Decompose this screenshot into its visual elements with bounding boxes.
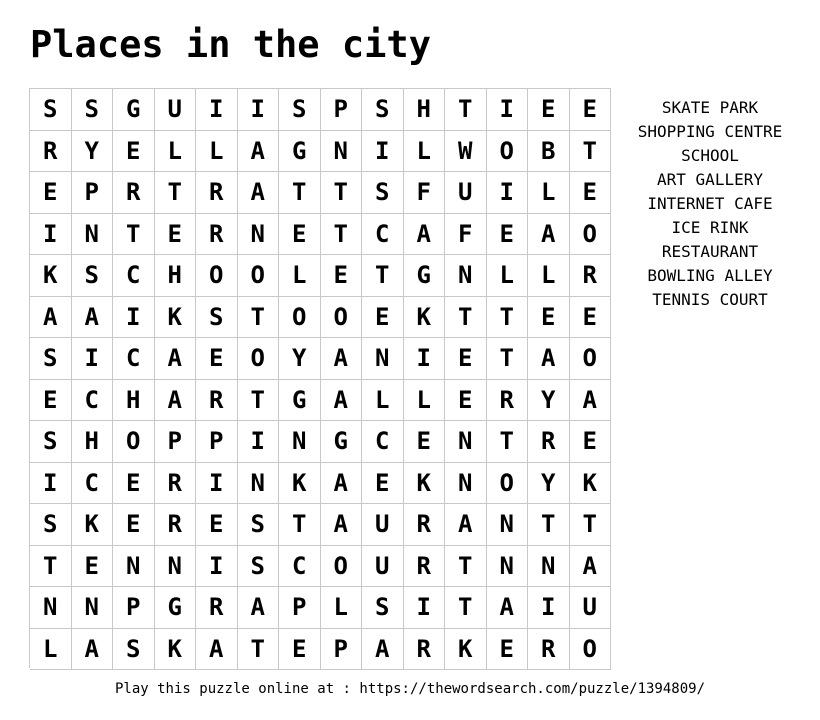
grid-cell: E [362, 463, 404, 505]
grid-cell: T [487, 421, 529, 463]
word-list-item: SHOPPING CENTRE [637, 122, 783, 141]
grid-cell: R [404, 504, 446, 546]
grid-cell: N [362, 338, 404, 380]
grid-cell: O [238, 338, 280, 380]
grid-cell: N [113, 546, 155, 588]
grid-cell: N [155, 546, 197, 588]
grid-cell: R [196, 172, 238, 214]
grid-cell: O [570, 214, 612, 256]
grid-cell: C [113, 338, 155, 380]
grid-cell: T [528, 504, 570, 546]
grid-cell: E [30, 172, 72, 214]
grid-cell: T [321, 214, 363, 256]
grid-cell: T [487, 297, 529, 339]
letter-grid [29, 88, 611, 668]
grid-cell: K [155, 629, 197, 671]
grid-cell: P [155, 421, 197, 463]
grid-cell: R [404, 546, 446, 588]
grid-cell: S [72, 89, 114, 131]
grid-cell: C [113, 255, 155, 297]
grid-cell: I [113, 297, 155, 339]
grid-cell: C [279, 546, 321, 588]
grid-cell: I [238, 421, 280, 463]
grid-cell: L [321, 587, 363, 629]
grid-cell: A [362, 629, 404, 671]
grid-cell: O [570, 629, 612, 671]
grid-cell: E [362, 297, 404, 339]
grid-cell: S [72, 255, 114, 297]
grid-cell: E [196, 504, 238, 546]
grid-cell: O [570, 338, 612, 380]
grid-cell: E [570, 421, 612, 463]
word-list-item: INTERNET CAFE [647, 194, 773, 213]
grid-cell: S [362, 89, 404, 131]
grid-cell: K [404, 463, 446, 505]
grid-cell: A [404, 214, 446, 256]
grid-cell: R [570, 255, 612, 297]
grid-cell: R [196, 380, 238, 422]
grid-cell: O [279, 297, 321, 339]
grid-cell: S [362, 587, 404, 629]
grid-cell: S [30, 338, 72, 380]
grid-cell: A [30, 297, 72, 339]
grid-cell: S [30, 89, 72, 131]
grid-cell: A [445, 504, 487, 546]
grid-cell: L [487, 255, 529, 297]
grid-cell: C [72, 380, 114, 422]
grid-cell: G [404, 255, 446, 297]
grid-cell: E [155, 214, 197, 256]
grid-cell: E [445, 380, 487, 422]
grid-cell: P [72, 172, 114, 214]
grid-cell: F [404, 172, 446, 214]
grid-cell: S [196, 297, 238, 339]
grid-cell: T [238, 380, 280, 422]
grid-cell: S [30, 504, 72, 546]
grid-cell: A [321, 338, 363, 380]
grid-cell: T [279, 172, 321, 214]
grid-cell: A [570, 380, 612, 422]
grid-cell: I [404, 338, 446, 380]
grid-cell: S [362, 172, 404, 214]
grid-cell: N [238, 463, 280, 505]
grid-cell: H [72, 421, 114, 463]
grid-cell: I [487, 172, 529, 214]
grid-cell: T [362, 255, 404, 297]
grid-cell: N [321, 131, 363, 173]
grid-cell: E [570, 297, 612, 339]
grid-cell: E [113, 504, 155, 546]
grid-cell: T [155, 172, 197, 214]
grid-cell: E [445, 338, 487, 380]
grid-cell: A [528, 338, 570, 380]
grid-cell: K [445, 629, 487, 671]
grid-cell: I [404, 587, 446, 629]
grid-cell: N [279, 421, 321, 463]
grid-cell: S [238, 504, 280, 546]
grid-cell: B [528, 131, 570, 173]
grid-cell: A [487, 587, 529, 629]
grid-cell: G [113, 89, 155, 131]
grid-cell: I [196, 546, 238, 588]
grid-cell: A [155, 338, 197, 380]
grid-cell: Y [528, 463, 570, 505]
grid-cell: C [362, 214, 404, 256]
grid-cell: I [30, 463, 72, 505]
grid-cell: A [528, 214, 570, 256]
grid-cell: T [113, 214, 155, 256]
grid-cell: S [30, 421, 72, 463]
grid-cell: I [196, 463, 238, 505]
grid-cell: N [238, 214, 280, 256]
grid-cell: E [113, 131, 155, 173]
grid-cell: H [113, 380, 155, 422]
grid-cell: A [570, 546, 612, 588]
grid-cell: A [321, 463, 363, 505]
grid-cell: L [30, 629, 72, 671]
grid-cell: C [362, 421, 404, 463]
grid-cell: U [362, 504, 404, 546]
grid-cell: N [30, 587, 72, 629]
grid-cell: A [196, 629, 238, 671]
grid-cell: P [196, 421, 238, 463]
grid-cell: R [196, 587, 238, 629]
grid-cell: A [321, 504, 363, 546]
grid-cell: N [445, 421, 487, 463]
grid-cell: S [238, 546, 280, 588]
grid-cell: N [487, 504, 529, 546]
grid-cell: E [113, 463, 155, 505]
grid-cell: E [279, 214, 321, 256]
grid-cell: C [72, 463, 114, 505]
grid-cell: L [404, 131, 446, 173]
grid-cell: K [30, 255, 72, 297]
grid-cell: U [445, 172, 487, 214]
footer-link-text: Play this puzzle online at : https://thewordsearch.com/puzzle/1394809/ [114, 681, 705, 697]
grid-cell: N [528, 546, 570, 588]
word-list-item: RESTAURANT [661, 242, 759, 261]
grid-cell: E [570, 89, 612, 131]
grid-cell: A [155, 380, 197, 422]
grid-cell: L [279, 255, 321, 297]
grid-cell: K [279, 463, 321, 505]
grid-cell: A [72, 297, 114, 339]
grid-cell: N [445, 463, 487, 505]
grid-cell: U [570, 587, 612, 629]
word-list-item: BOWLING ALLEY [647, 266, 773, 285]
grid-cell: R [155, 504, 197, 546]
grid-cell: O [238, 255, 280, 297]
grid-cell: I [196, 89, 238, 131]
word-list-item: SKATE PARK [661, 98, 759, 117]
word-list-item: TENNIS COURT [652, 290, 768, 309]
grid-cell: A [321, 380, 363, 422]
grid-cell: T [445, 89, 487, 131]
grid-cell: E [404, 421, 446, 463]
grid-cell: L [528, 255, 570, 297]
grid-cell: O [113, 421, 155, 463]
grid-cell: R [155, 463, 197, 505]
grid-cell: L [404, 380, 446, 422]
word-list [620, 96, 800, 312]
grid-cell: G [279, 131, 321, 173]
grid-cell: E [528, 297, 570, 339]
grid-cell: R [528, 629, 570, 671]
puzzle-title: Places in the city [30, 23, 431, 66]
grid-cell: U [155, 89, 197, 131]
grid-cell: A [238, 172, 280, 214]
grid-cell: K [155, 297, 197, 339]
grid-cell: I [487, 89, 529, 131]
grid-cell: E [279, 629, 321, 671]
grid-cell: Y [528, 380, 570, 422]
word-list-item: ICE RINK [671, 218, 749, 237]
grid-cell: N [72, 214, 114, 256]
grid-cell: N [445, 255, 487, 297]
grid-cell: E [321, 255, 363, 297]
grid-cell: G [279, 380, 321, 422]
grid-cell: I [528, 587, 570, 629]
grid-cell: I [30, 214, 72, 256]
word-list-item: ART GALLERY [657, 170, 763, 189]
grid-cell: E [528, 89, 570, 131]
grid-cell: E [487, 629, 529, 671]
grid-cell: L [362, 380, 404, 422]
grid-cell: T [445, 546, 487, 588]
grid-cell: H [404, 89, 446, 131]
grid-cell: K [72, 504, 114, 546]
grid-cell: E [72, 546, 114, 588]
grid-cell: O [321, 546, 363, 588]
grid-cell: F [445, 214, 487, 256]
grid-cell: T [445, 587, 487, 629]
grid-cell: T [487, 338, 529, 380]
grid-cell: R [30, 131, 72, 173]
grid-cell: K [570, 463, 612, 505]
grid-cell: S [279, 89, 321, 131]
grid-cell: O [321, 297, 363, 339]
grid-cell: O [487, 463, 529, 505]
grid-cell: I [238, 89, 280, 131]
grid-cell: R [487, 380, 529, 422]
grid-cell: T [279, 504, 321, 546]
grid-cell: P [321, 89, 363, 131]
grid-cell: E [30, 380, 72, 422]
grid-cell: T [321, 172, 363, 214]
grid-cell: Y [279, 338, 321, 380]
grid-cell: K [404, 297, 446, 339]
grid-cell: R [404, 629, 446, 671]
grid-cell: H [155, 255, 197, 297]
word-list-item: SCHOOL [681, 146, 739, 165]
grid-cell: L [196, 131, 238, 173]
grid-cell: P [321, 629, 363, 671]
grid-cell: G [321, 421, 363, 463]
grid-cell: L [528, 172, 570, 214]
grid-cell: E [196, 338, 238, 380]
grid-cell: R [196, 214, 238, 256]
grid-cell: T [570, 504, 612, 546]
grid-cell: O [196, 255, 238, 297]
grid-cell: T [238, 297, 280, 339]
grid-cell: T [570, 131, 612, 173]
grid-cell: G [155, 587, 197, 629]
grid-cell: O [487, 131, 529, 173]
grid-cell: E [487, 214, 529, 256]
grid-cell: P [113, 587, 155, 629]
grid-cell: N [487, 546, 529, 588]
grid-cell: I [362, 131, 404, 173]
grid-cell: I [72, 338, 114, 380]
grid-cell: U [362, 546, 404, 588]
grid-cell: R [113, 172, 155, 214]
grid-cell: S [113, 629, 155, 671]
grid-cell: E [570, 172, 612, 214]
grid-cell: W [445, 131, 487, 173]
grid-cell: A [72, 629, 114, 671]
grid-cell: T [238, 629, 280, 671]
grid-cell: P [279, 587, 321, 629]
grid-cell: A [238, 587, 280, 629]
grid-cell: A [238, 131, 280, 173]
grid-cell: T [445, 297, 487, 339]
grid-cell: L [155, 131, 197, 173]
grid-cell: T [30, 546, 72, 588]
grid-cell: R [528, 421, 570, 463]
grid-cell: Y [72, 131, 114, 173]
grid-cell: N [72, 587, 114, 629]
